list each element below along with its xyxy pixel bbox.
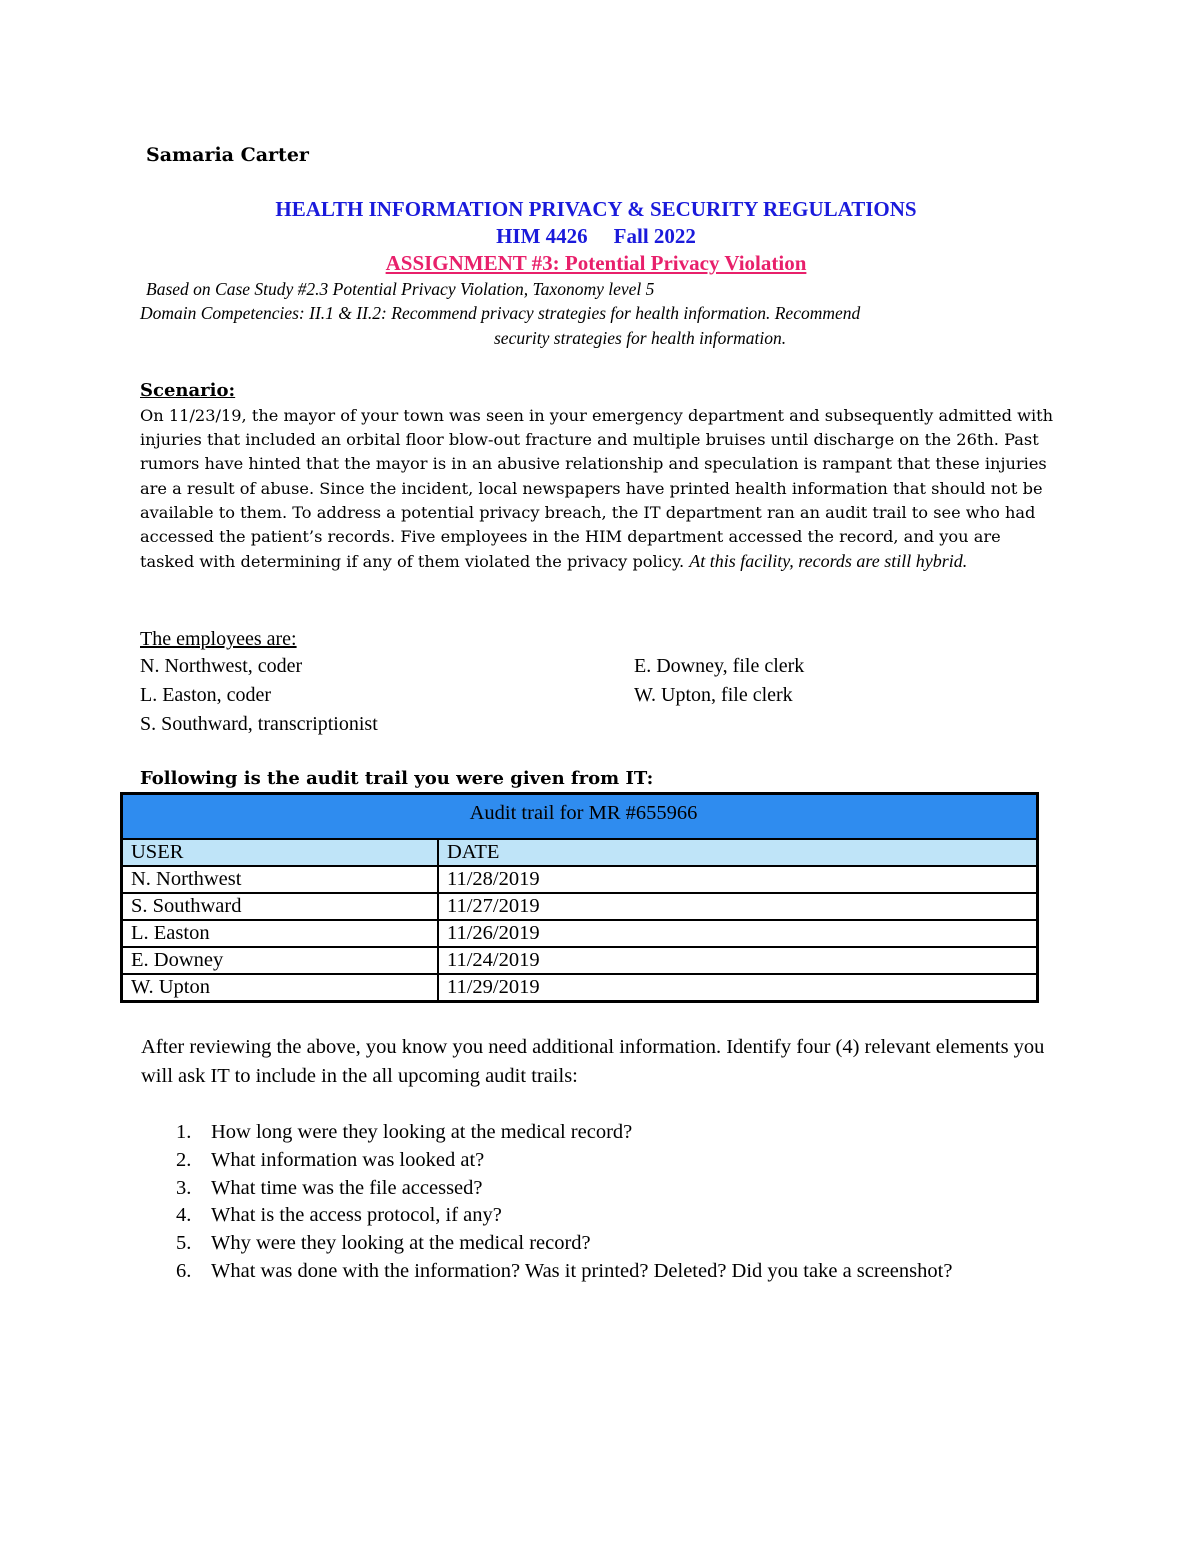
list-number: 5. [176,1232,192,1255]
list-item [163,1175,963,1203]
column-header-user: USER [122,839,439,866]
column-header-date: DATE [438,839,1038,866]
list-item [163,1119,963,1147]
list-text: What time was the file accessed? [211,1176,483,1199]
table-title: Audit trail for MR #655966 [122,794,1038,840]
scenario-italic-note: At this facility, records are still hybrid. [689,551,968,572]
cell-date: 11/27/2019 [438,893,1038,920]
cell-user: W. Upton [122,974,439,1002]
table-row [122,920,1038,947]
list-item [163,1147,963,1175]
audit-trail-table [120,792,1039,1003]
case-study-reference: Based on Case Study #2.3 Potential Privacy Violation, Taxonomy level 5 [146,279,655,299]
cell-user: S. Southward [122,893,439,920]
employee-item: N. Northwest, coder [140,655,303,677]
list-number: 2. [176,1148,192,1171]
list-text: Why were they looking at the medical record? [211,1232,591,1255]
scenario-text: On 11/23/19, the mayor of your town was seen in your emergency department and subsequently admitted with injuries that included an orbital floor blow-out fracture and multiple bruises until discharge on the 26th. Past rumors have hinted that the mayor is in an abusive relationship and speculation is rampant that these injuries are a result of abuse. Since the incident, local newspapers have printed health information that should not be available to them. To address a potential privacy breach, the IT department ran an audit trail to see who had accessed the patient’s records. Five employees in the HIM department accessed the record, and you are tasked with determining if any of them violated the privacy policy. [140,406,1054,572]
list-number: 1. [176,1121,192,1143]
list-number: 6. [176,1259,192,1282]
employee-item: L. Easton, coder [140,684,272,706]
list-text: What is the access protocol, if any? [211,1204,502,1227]
audit-trail-heading: Following is the audit trail you were given from IT: [140,768,654,789]
list-text: What information was looked at? [211,1148,485,1171]
assignment-title: ASSIGNMENT #3: Potential Privacy Violation [385,251,807,275]
employee-item: W. Upton, file clerk [634,684,793,706]
course-title: HEALTH INFORMATION PRIVACY & SECURITY REGULATIONS [275,197,917,221]
table-title-row [122,794,1038,840]
table-row [122,866,1038,893]
cell-date: 11/26/2019 [438,920,1038,947]
domain-competencies: Domain Competencies: II.1 & II.2: Recommend privacy strategies for health information. Recommend [140,303,861,323]
list-number: 3. [176,1176,192,1199]
employee-item: S. Southward, transcriptionist [140,713,378,735]
author-name: Samaria Carter [146,144,309,166]
course-code-line [0,224,1192,249]
list-number: 4. [176,1204,192,1227]
followup-intro: After reviewing the above, you know you need additional information. Identify four (4) relevant elements you will ask IT to include in the all upcoming audit trails: [141,1036,1045,1087]
list-text: How long were they looking at the medical record? [211,1121,633,1143]
course-term: Fall 2022 [613,224,696,248]
scenario-heading: Scenario: [140,380,236,401]
question-list [163,1119,963,1286]
table-row [122,947,1038,974]
list-item [163,1202,963,1230]
course-code: HIM 4426 [496,224,588,248]
domain-competencies-continued: security strategies for health information. [494,328,787,348]
list-item [163,1258,963,1286]
list-text: What was done with the information? Was it printed? Deleted? Did you take a screenshot? [211,1259,953,1282]
cell-user: L. Easton [122,920,439,947]
employees-heading: The employees are: [140,628,297,650]
table-header-row [122,839,1038,866]
employee-item: E. Downey, file clerk [634,655,805,677]
cell-user: E. Downey [122,947,439,974]
cell-date: 11/29/2019 [438,974,1038,1002]
cell-user: N. Northwest [122,866,439,893]
scenario-paragraph [140,404,1060,574]
cell-date: 11/24/2019 [438,947,1038,974]
list-item [163,1230,963,1258]
cell-date: 11/28/2019 [438,866,1038,893]
table-row [122,893,1038,920]
table-row [122,974,1038,1002]
